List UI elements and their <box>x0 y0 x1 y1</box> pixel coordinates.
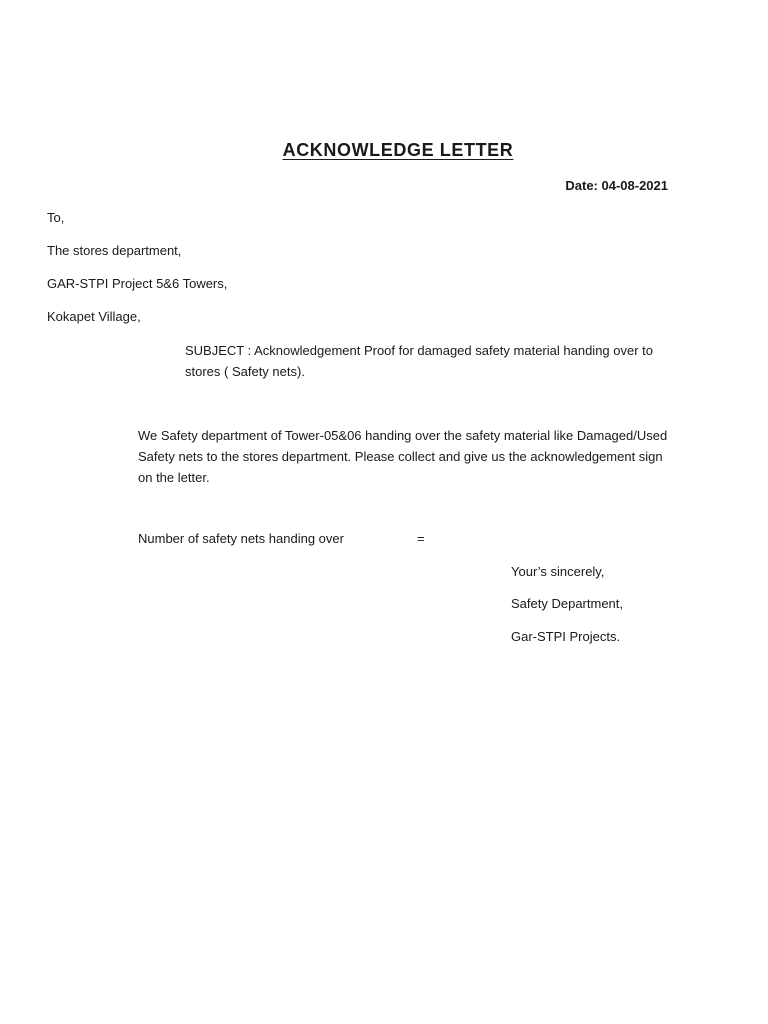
letter-title: ACKNOWLEDGE LETTER <box>282 140 514 160</box>
closing-line-1: Your’s sincerely, <box>511 564 605 579</box>
recipient-line-3: Kokapet Village, <box>47 309 141 324</box>
letter-date: Date: 04-08-2021 <box>565 178 668 193</box>
salutation: To, <box>47 210 65 225</box>
body-paragraph: We Safety department of Tower-05&06 handing over the safety material like Damaged/Used Safety nets to the stores department. Please collect and give us the acknowledgement sign on the letter. <box>138 428 668 485</box>
recipient-line-1: The stores department, <box>47 243 182 258</box>
count-equals: = <box>417 531 425 546</box>
closing-line-2: Safety Department, <box>511 596 623 611</box>
subject-line: SUBJECT : Acknowledgement Proof for damaged safety material handing over to stores ( Safety nets). <box>185 343 654 379</box>
count-label: Number of safety nets handing over <box>138 531 344 546</box>
closing-line-3: Gar-STPI Projects. <box>511 629 621 644</box>
recipient-line-2: GAR-STPI Project 5&6 Towers, <box>47 276 228 291</box>
